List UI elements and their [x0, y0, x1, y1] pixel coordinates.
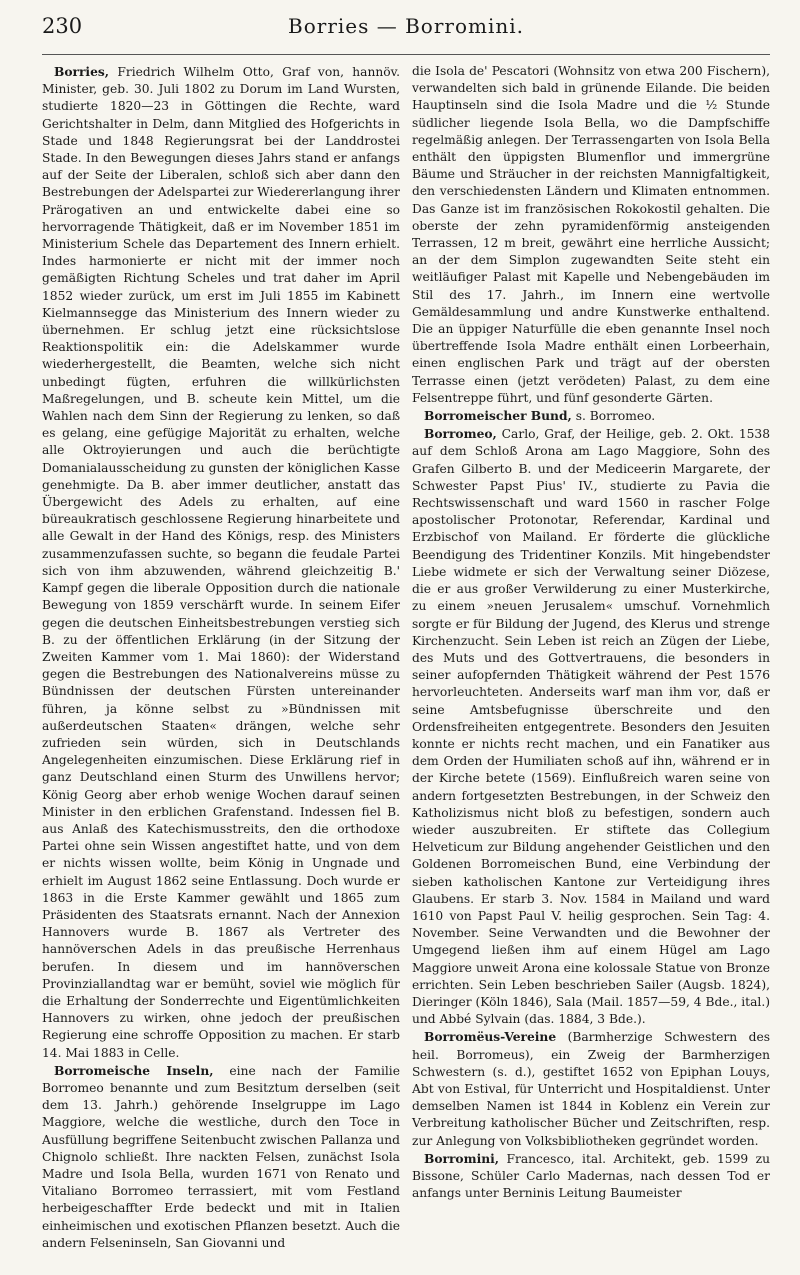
page-number: 230	[42, 14, 83, 38]
entry-text: Carlo, Graf, der Heilige, geb. 2. Okt. 1538 auf dem Schloß Arona am Lago Maggiore, Sohn des Grafen Gilberto B. und der Mediceerin Margarete, der Schwester Papst Pius' IV., studierte zu Pavia die Rechtswissenschaft und ward 1560 in rascher Folge apostolischer Protonotar, Referendar, Kardinal und Erzbischof von Mailand. Er förderte die glückliche Beendigung des Tridentiner Konzils. Mit hingebendster Liebe widmete er sich der Verwaltung seiner Diözese, die er aus großer Verwilderung zu einer Musterkirche, zu einem »neuen Jerusalem« umschuf. Vornehmlich sorgte er für Bildung der Jugend, des Klerus und strenge Kirchenzucht. Sein Leben ist reich an Zügen der Liebe, des Muts und des Gottvertrauens, die besonders in seiner aufopfernden Thätigkeit während der Pest 1576 hervorleuchteten. Anderseits warf man ihm vor, daß er seine Amtsbefugnisse überschreite und den Ordensfreiheiten entgegentrete. Besonders den Jesuiten konnte er nichts recht machen, und ein Fanatiker aus dem Orden der Humiliaten schoß auf ihn, während er in der Kirche betete (1569). Einflußreich waren seine von andern fortgesetzten Bestrebungen, in der Schweiz den Katholizismus nicht bloß zu befestigen, sondern auch wieder auszubreiten. Er stiftete das Collegium Helveticum zur Bildung angehender Geistlichen und den Goldenen Borromeischen Bund, eine Verbindung der sieben katholischen Kantone zur Verteidigung ihres Glaubens. Er starb 3. Nov. 1584 in Mailand und ward 1610 von Papst Paul V. heilig gesprochen. Sein Tag: 4. November. Seine Verwandten und die Bewohner der Umgegend ließen ihm auf einem Hügel am Lago Maggiore unweit Arona eine kolossale Statue von Bronze errichten. Sein Leben beschrieben Sailer (Augsb. 1824), Dieringer (Köln 1846), Sala (Mail. 1857—59, 4 Bde., ital.) und Abbé Sylvain (das. 1884, 3 Bde.).	[412, 427, 770, 1027]
entry-text: Francesco, ital. Architekt, geb. 1599 zu Bissone, Schüler Carlo Madernas, nach dessen Tod er anfangs unter Berninis Leitung Baumeister	[412, 1151, 770, 1201]
entry-text: eine nach der Familie Borromeo benannte und zum Besitztum derselben (seit dem 13. Jahrh.) gehörende Inselgruppe im Lago Maggiore, welche die westliche, durch den Toce in Ausfüllung begriffene Seitenbucht zwischen Pallanza und Chignolo schließt. Ihre nackten Felsen, zunächst Isola Madre und Isola Bella, wurden 1671 von Renato und Vitaliano Borromeo terrassiert, mit vom Festland herbeigeschaffter Erde bedeckt und mit in Italien einheimischen und exotischen Pflanzen besetzt. Auch die andern Felseninseln, San Giovanni und	[42, 1063, 400, 1250]
entry-lemma: Borromeischer Bund,	[424, 408, 572, 424]
running-head: Borries — Borromini.	[288, 14, 524, 38]
entry-borromeo	[412, 425, 770, 1028]
page-header	[42, 14, 770, 55]
entry-text: s. Borromeo.	[571, 409, 656, 424]
text-columns	[42, 63, 770, 1252]
left-column	[42, 63, 400, 1252]
entry-lemma: Borromëus-Vereine	[424, 1029, 557, 1045]
entry-text: Friedrich Wilhelm Otto, Graf von, hannöv. Minister, geb. 30. Juli 1802 zu Dorum im Land Wursten, studierte 1820—23 in Göttingen die Rechte, ward Gerichtshalter in Delm, dann Mitglied des Hofgerichts in Stade und 1848 Regierungsrat bei der Landdrostei Stade. In den Bewegungen dieses Jahrs stand er anfangs auf der Seite der Liberalen, schloß sich aber dann den Bestrebungen der Adelspartei zur Wiedererlangung ihrer Prärogativen an und entwickelte dabei eine so hervorragende Thätigkeit, daß er im November 1851 im Ministerium Schele das Departement des Innern erhielt. Indes harmonierte er nicht mit der immer noch gemäßigten Richtung Scheles und trat daher im April 1852 wieder zurück, um erst im Juli 1855 im Kabinett Kielmannsegge das Ministerium des Innern wieder zu übernehmen. Er schlug jetzt eine rücksichtslose Reaktionspolitik ein: die Adelskammer wurde wiederhergestellt, die Beamten, welche sich nicht unbedingt fügten, erfuhren die willkürlichsten Maßregelungen, und B. scheute kein Mittel, um die Wahlen nach dem Sinn der Regierung zu lenken, so daß es gelang, eine gefügige Majorität zu erhalten, welche alle Oktroyierungen und auch die berüchtigte Domanialausscheidung zu gunsten der königlichen Kasse genehmigte. Da B. aber immer deutlicher, anstatt das Übergewicht des Adels zu erhalten, auf eine büreaukratisch geschlossene Regierung hinarbeitete und alle Gewalt in der Hand des Königs, resp. des Ministers zusammenzufassen suchte, so begann die feudale Partei sich von ihm abzuwenden, während gleichzeitig B.' Kampf gegen die liberale Opposition durch die nationale Bewegung von 1859 verschärft wurde. In seinem Eifer gegen die deutschen Einheitsbestrebungen verstieg sich B. zu der öffentlichen Erklärung (in der Sitzung der Zweiten Kammer vom 1. Mai 1860): der Widerstand gegen die Bestrebungen des Nationalvereins müsse zu Bündnissen der deutschen Fürsten untereinander führen, ja könne selbst zu »Bündnissen mit außerdeutschen Staaten« drängen, welche sehr zufrieden sein würden, sich in Deutschlands Angelegenheiten einzumischen. Diese Erklärung rief in ganz Deutschland einen Sturm des Unwillens hervor; König Georg aber erhob wenige Wochen darauf seinen Minister in den erblichen Grafenstand. Indessen fiel B. aus Anlaß des Katechismusstreits, den die orthodoxe Partei ohne sein Wissen angestiftet hatte, und von dem er nichts wissen wollte, beim König in Ungnade und erhielt im August 1862 seine Entlassung. Doch wurde er 1863 in die Erste Kammer gewählt und 1865 zum Präsidenten des Staatsrats ernannt. Nach der Annexion Hannovers wurde B. 1867 als Vertreter des hannöverschen Adels in das preußische Herrenhaus berufen. In diesem und im hannöverschen Provinziallandtag war er bemüht, soviel wie möglich für die Erhaltung der Sonderrechte und Eigentümlichkeiten Hannovers zu wirken, ohne jedoch der preußischen Regierung eine schroffe Opposition zu machen. Er starb 14. Mai 1883 in Celle.	[42, 65, 400, 1060]
entry-lemma: Borries,	[54, 64, 110, 79]
entry-borromeischer-bund	[412, 407, 770, 425]
entry-borromeus-vereine	[412, 1028, 770, 1149]
entry-borries	[42, 63, 400, 1062]
entry-lemma: Borromini,	[424, 1150, 500, 1166]
entry-text: die Isola de' Pescatori (Wohnsitz von etwa 200 Fischern), verwandelten sich bald in grünende Eilande. Die beiden Hauptinseln sind die Isola Madre und die ½ Stunde südlicher liegende Isola Bella, wo die Dampfschiffe regelmäßig anlegen. Der Terrassengarten von Isola Bella enthält den üppigsten Blumenflor und immergrüne Bäume und Sträucher in der reichsten Mannigfaltigkeit, den verschiedensten Ländern und Klimaten entnommen. Das Ganze ist im französischen Rokokostil gehalten. Die oberste der zehn pyramidenförmig ansteigenden Terrassen, 12 m breit, gewährt eine herrliche Aussicht; an der dem Simplon zugewandten Seite steht ein weitläufiger Palast mit Kapelle und Nebengebäuden im Stil des 17. Jahrh., im Innern eine wertvolle Gemäldesammlung und andre Kunstwerke enthaltend. Die an üppiger Naturfülle die eben genannte Insel noch übertreffende Isola Madre enthält einen Lorbeerhain, einen englischen Park und trägt auf der obersten Terrasse einen (jetzt verödeten) Palast, zu dem eine Felsentreppe führt, und fünf gesonderte Gärten.	[412, 64, 770, 405]
entry-lemma: Borromeo,	[424, 426, 497, 442]
entry-borromini	[412, 1150, 770, 1203]
entry-borromeische-inseln	[42, 1062, 400, 1252]
entry-continuation	[412, 63, 770, 407]
right-column	[412, 63, 770, 1252]
entry-lemma: Borromeische Inseln,	[54, 1062, 214, 1078]
entry-text: (Barmherzige Schwestern des heil. Borromeus), ein Zweig der Barmherzigen Schwestern (s. d.), gestiftet 1652 von Epiphan Louys, Abt von Estival, für Unterricht und Hospitaldienst. Unter demselben Namen ist 1844 in Koblenz ein Verein zur Verbreitung katholischer Bücher und Zeitschriften, resp. zur Anlegung von Volksbibliotheken gegründet worden.	[412, 1030, 770, 1148]
